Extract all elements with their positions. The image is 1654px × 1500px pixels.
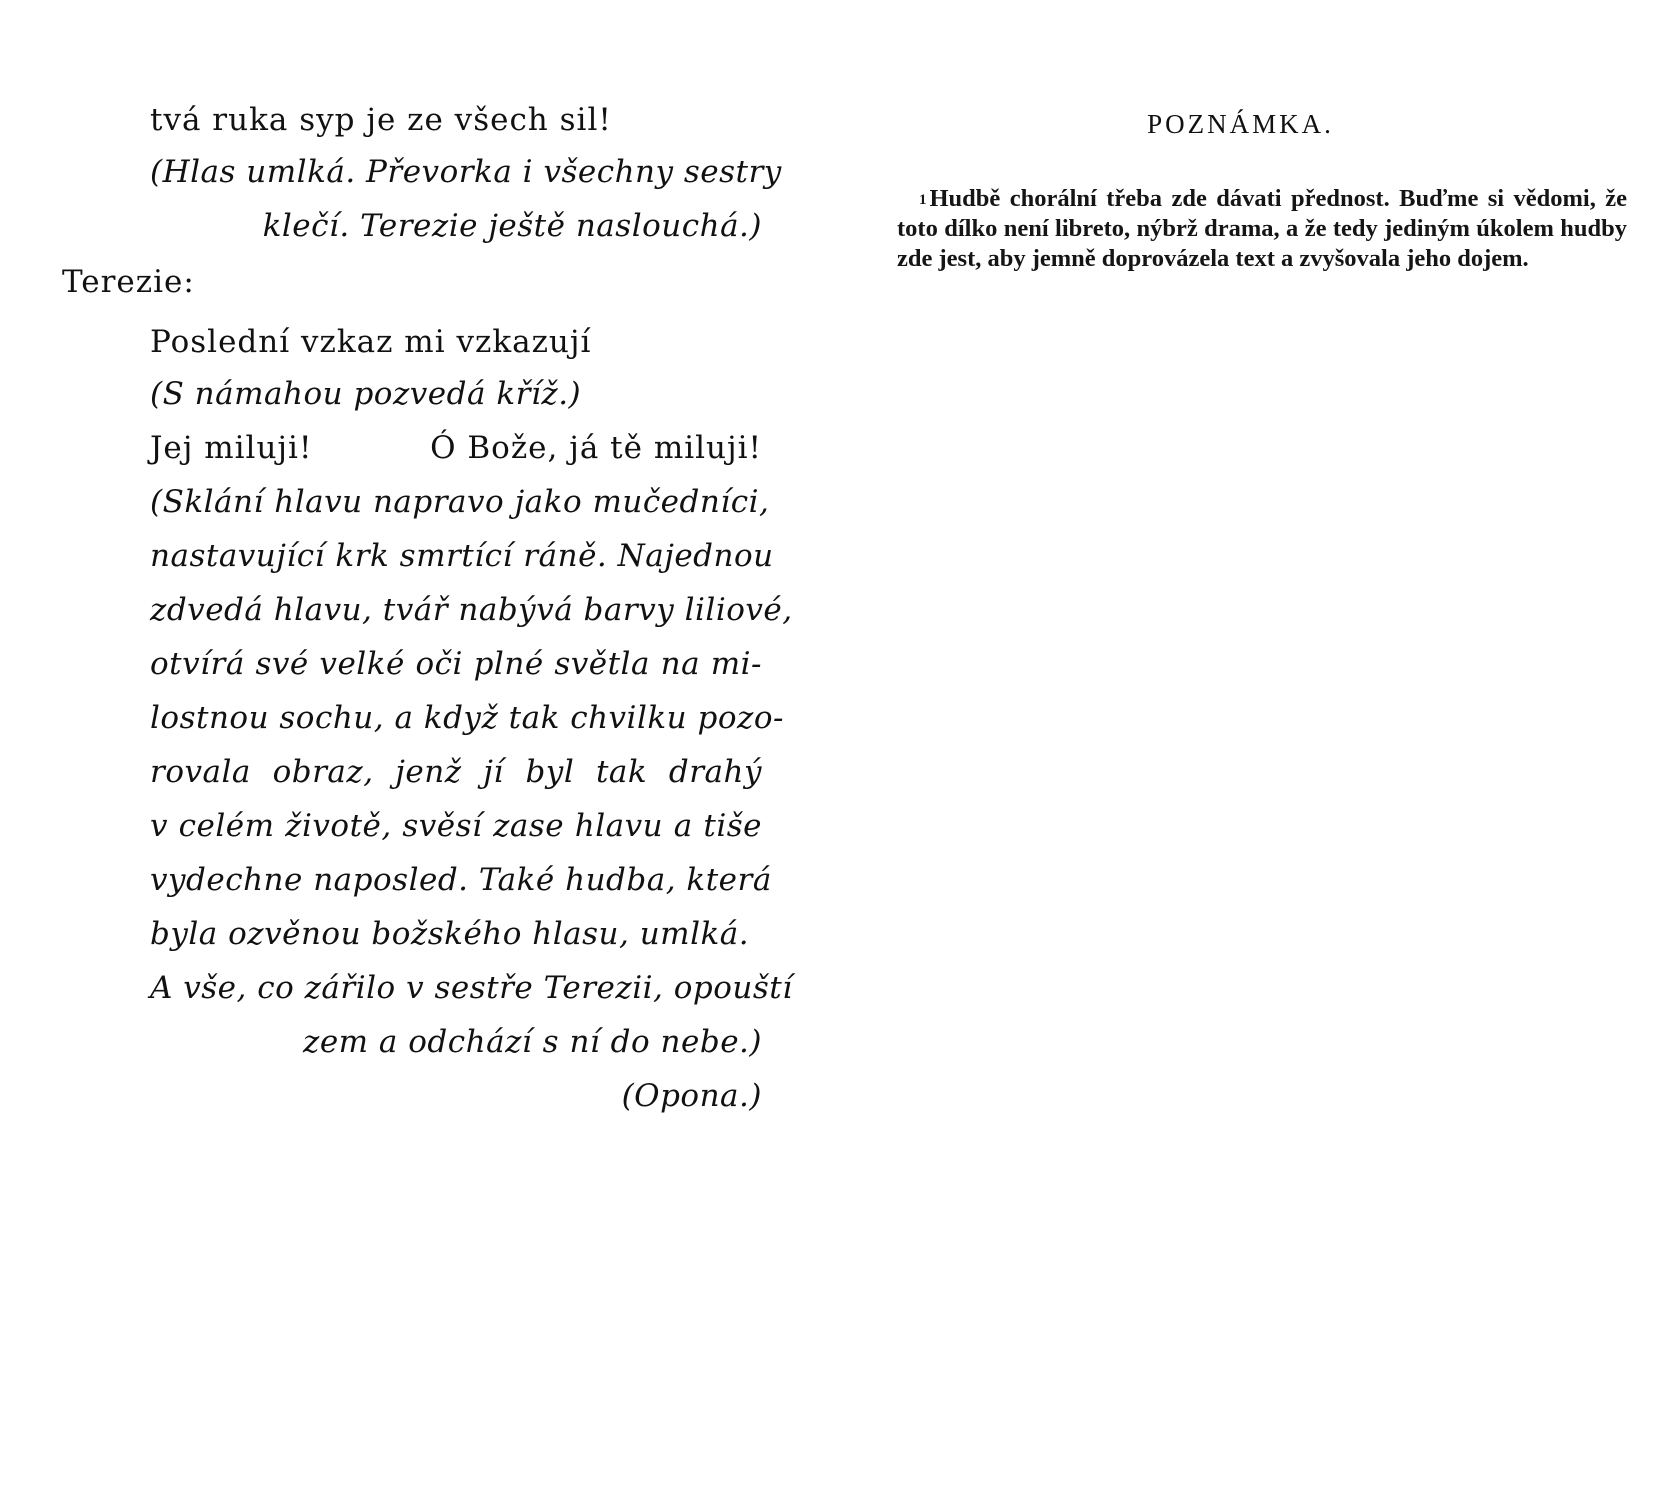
stage-direction-line: (Hlas umlká. Převorka i všechny sestry [150,154,782,190]
stage-direction-line: byla ozvěnou božského hlasu, umlká. [150,916,750,952]
notes-heading: POZNÁMKA. [1147,109,1334,139]
stage-direction-line: (S námahou pozvedá kříž.) [150,376,582,412]
stage-direction-line: zdvedá hlavu, tvář nabývá barvy liliové, [150,592,793,628]
verse-line: Ó Bože, já tě miluji! [430,430,762,466]
stage-direction-line: otvírá své velké oči plné světla na mi- [150,646,762,682]
verse-line: Jej miluji! [150,430,313,466]
stage-direction-line: klečí. Terezie ještě naslouchá.) [262,208,762,244]
footnote [897,184,1627,274]
stage-direction-line: (Sklání hlavu napravo jako mučedníci, [150,484,770,520]
verse-line: tvá ruka syp je ze všech sil! [150,102,612,138]
stage-direction-line: A vše, co zářilo v sestře Terezii, opouští [150,970,793,1006]
right-page [827,0,1654,1500]
footnote-marker: 1 [919,192,927,208]
stage-direction-line: nastavující krk smrtící ráně. Najednou [150,538,774,574]
verse-line: Poslední vzkaz mi vzkazují [150,324,592,360]
stage-direction-line: zem a odchází s ní do nebe.) [303,1024,762,1060]
footnote-text: Hudbě chorální třeba zde dávati přednost. Buďme si vědomi, že toto dílko není libreto, nýbrž drama, a že tedy jediným úkolem hudby zde jest, aby jemně doprovázela text a zvyšovala jeho dojem. [897,185,1627,272]
curtain-direction: (Opona.) [621,1078,762,1114]
speaker-name: Terezie: [62,264,195,300]
stage-direction-line: v celém životě, svěsí zase hlavu a tiše [150,808,762,844]
stage-direction-line: vydechne naposled. Také hudba, která [150,862,772,898]
stage-direction-line: lostnou sochu, a když tak chvilku pozo- [150,700,784,736]
stage-direction-line: rovala obraz, jenž jí byl tak drahý [150,754,762,790]
